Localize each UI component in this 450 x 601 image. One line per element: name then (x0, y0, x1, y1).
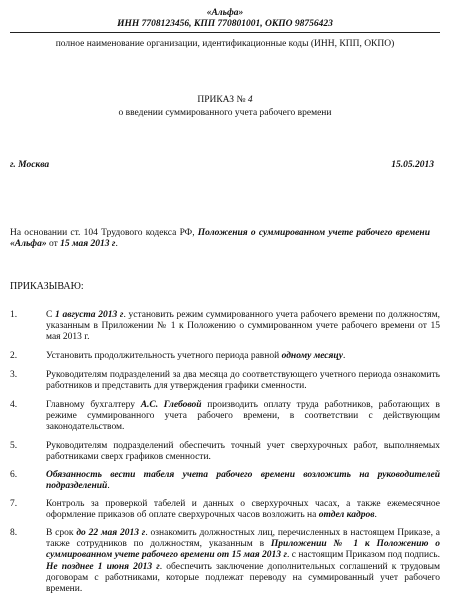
basis-text-5: . (115, 239, 118, 249)
list-item: 2. Установить продолжительность учетного периода равной одному месяцу. (10, 351, 346, 361)
list-item: 1. С 1 августа 2013 г. установить режим суммированного учета рабочего времени по должностям, указанным в Приложении № 1 к Положению о суммированном учете рабочего времени от 15 мая 2013 г. (10, 310, 440, 343)
item-number: 1. (10, 310, 18, 320)
item-number: 2. (10, 351, 18, 361)
list-item: 6. Обязанность вести табеля учета рабочего времени возложить на руководителей подразделений. (10, 470, 440, 492)
basis-regulation: Положения о суммированном учете рабочего времени «Альфа» (10, 228, 430, 249)
basis-text-1: На основании ст. 104 Трудового кодекса РФ, (10, 228, 198, 238)
basis-text-3: от (46, 239, 61, 249)
order-title (0, 95, 450, 106)
order-word: ПРИКАЗЫВАЮ: (10, 281, 84, 292)
basis-paragraph (10, 228, 430, 250)
item-number: 4. (10, 400, 18, 410)
item-number: 6. (10, 470, 18, 480)
list-item: 3. Руководителям подразделений за два месяца до соответствующего учетного периода ознакомить работников и представить для утверждения графики сменности. (10, 370, 440, 392)
place: г. Москва (10, 160, 50, 170)
header-divider (10, 32, 440, 33)
org-name: «Альфа» (206, 8, 244, 18)
order-title-prefix: ПРИКАЗ № (197, 95, 248, 105)
header-caption: полное наименование организации, идентификационные коды (ИНН, КПП, ОКПО) (55, 39, 395, 49)
basis-date: 15 мая 2013 г (60, 239, 116, 249)
item-number: 3. (10, 370, 18, 380)
order-number: 4 (247, 95, 253, 105)
list-item: 7. Контроль за проверкой табелей и данных о сверхурочных часах, а также ежемесячное оформление приказов об оплате сверхурочных часов возложить на отдел кадров. (10, 499, 440, 521)
list-item: 5. Руководителям подразделений обеспечить точный учет сверхурочных работ, выполняемых работниками сверх графиков сменности. (10, 441, 440, 463)
item-number: 5. (10, 441, 18, 451)
item-number: 8. (10, 528, 18, 538)
date: 15.05.2013 (391, 160, 434, 170)
item-number: 7. (10, 499, 18, 509)
org-codes: ИНН 7708123456, КПП 770801001, ОКПО 98756423 (117, 19, 333, 29)
order-subject: о введении суммированного учета рабочего времени (118, 108, 332, 118)
list-item: 8. В срок до 22 мая 2013 г. ознакомить должностных лиц, перечисленных в настоящем Приказе, а также сотрудников по должностям, указанным в Приложении № 1 к Положению о суммированном учете рабочего времени от 15 мая 2013 г. с настоящим Приказом под подпись. Не позднее 1 июня 2013 г. обеспечить заключение дополнительных соглашений к трудовым договорам с работниками, которые подлежат переводу на суммированный учет рабочего времени. (10, 528, 441, 595)
list-item: 4. Главному бухгалтеру А.С. Глебовой производить оплату труда работников, работающих в режиме суммированного учета рабочего времени, в соответствии с действующим законодательством. (10, 400, 440, 433)
